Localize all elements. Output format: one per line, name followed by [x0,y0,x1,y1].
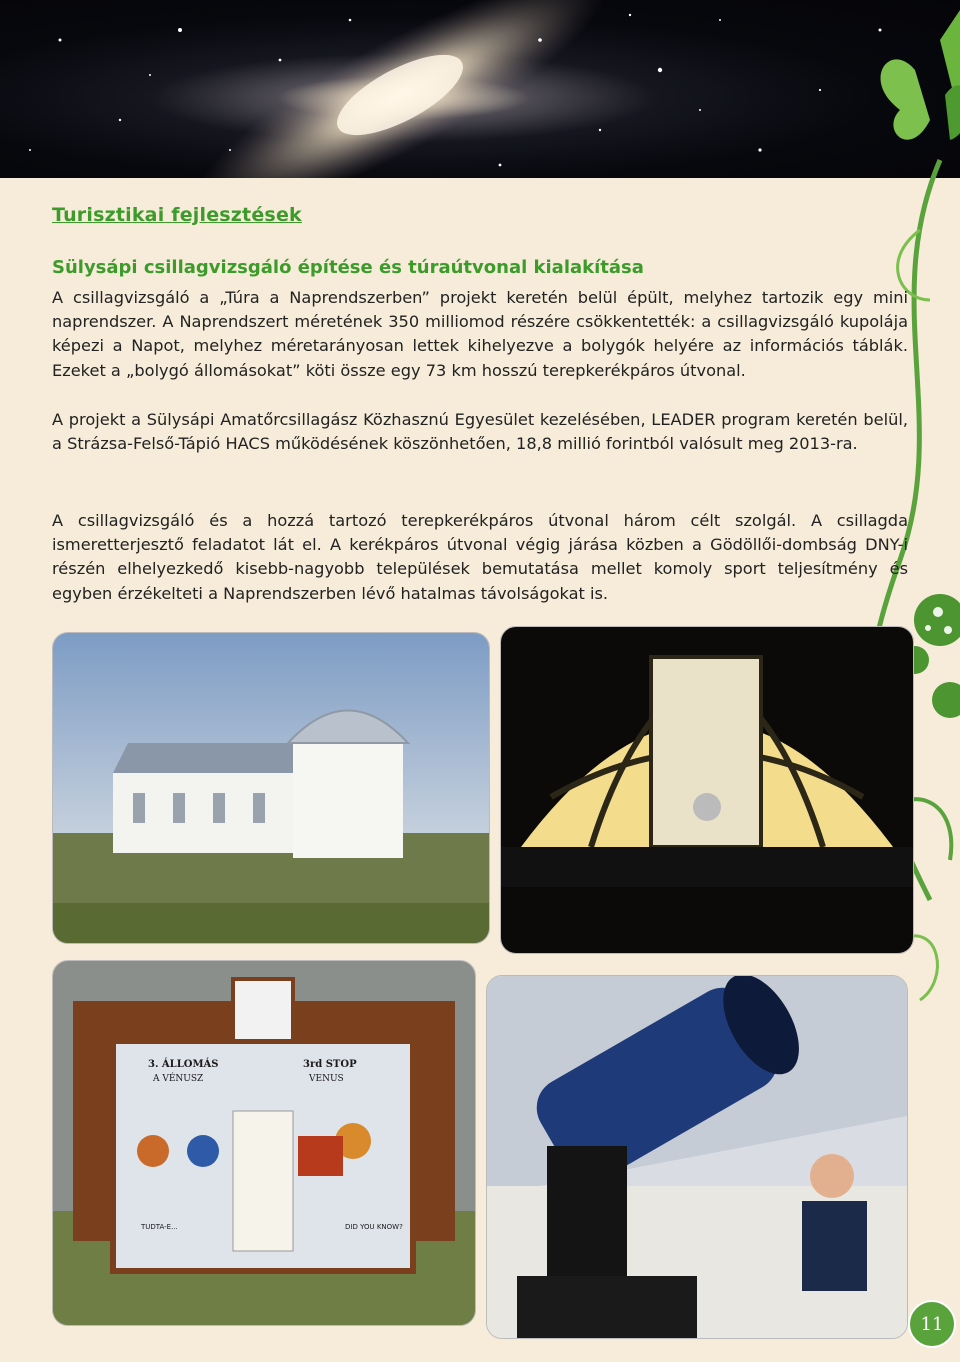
paragraph-project: A projekt a Sülysápi Amatőrcsillagász Közhasznú Egyesület kezelésében, LEADER program keretén belül, a Strázsa-Felső-Tápió HACS működésének köszönhetően, 18,8 millió forintból valósult meg 2013-ra. [52,410,908,454]
observatory-building-photo [52,632,490,944]
sign-planet-en: VENUS [309,1074,344,1084]
sign-planet-hu: A VÉNUSZ [153,1074,204,1084]
venus-sign-photo [52,960,476,1326]
sign-station-hu: 3. ÁLLOMÁS [148,1059,219,1070]
telescope-photo [486,975,908,1339]
paragraph-intro: A csillagvizsgáló a „Túra a Naprendszerben” projekt keretén belül épült, melyhez tartozik egy mini naprendszer. A Naprendszert méretének 350 milliomod részére csökkentették: a csillagvizsgáló kupolája képezi a Napot, melyhez méretarányosan lettek kihelyezve a bolygók helyére az információs táblák. Ezeket a „bolygó állomásokat” köti össze egy 73 km hosszú terepkerékpáros útvonal. [52,288,908,380]
night-dome-photo [500,626,914,954]
article-subtitle: Sülysápi csillagvizsgáló építése és túraútvonal kialakítása [52,257,644,278]
header-galaxy-image [0,0,960,178]
sign-tudta: TUDTA-E... [141,1223,178,1231]
paragraph-goals: A csillagvizsgáló és a hozzá tartozó terepkerékpáros útvonal három célt szolgál. A csillagda ismeretterjesztő feladatot lát el. A kerékpáros útvonal végig járása közben a Gödöllői-dombság DNY-i részén elhelyezkedő kisebb-nagyobb települések bemutatása mellet komoly sport teljesítmény és egyben érzékelteti a Naprendszerben lévő hatalmas távolságokat is. [52,511,908,603]
section-title: Turisztikai fejlesztések [52,204,302,226]
sign-didyou: DID YOU KNOW? [345,1223,403,1231]
page-number: 11 [908,1300,956,1348]
sign-station-en: 3rd STOP [303,1059,357,1070]
